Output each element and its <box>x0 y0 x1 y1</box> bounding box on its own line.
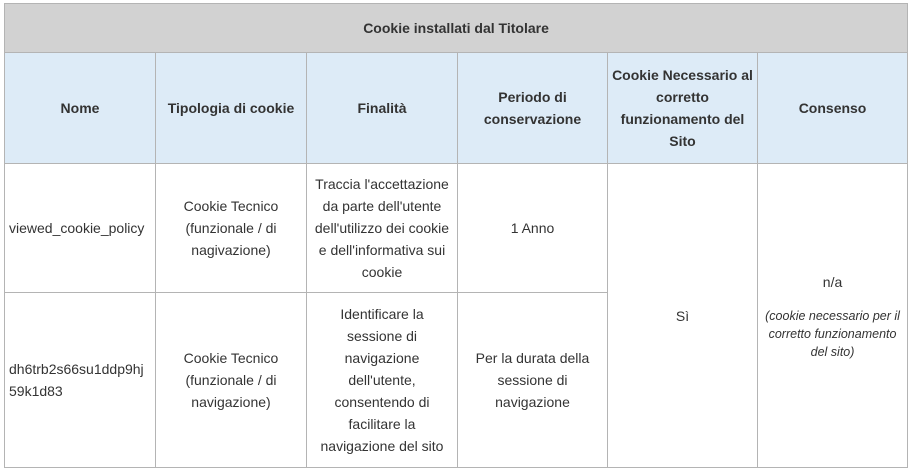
cell-nome: viewed_cookie_policy <box>5 164 156 293</box>
header-necessario: Cookie Necessario al corretto funzionamento del Sito <box>608 53 758 164</box>
header-consenso: Consenso <box>758 53 908 164</box>
cell-consenso <box>758 164 908 468</box>
cell-nome: dh6trb2s66su1ddp9hj59k1d83 <box>5 293 156 468</box>
header-finalita: Finalità <box>307 53 458 164</box>
cell-necessario: Sì <box>608 164 758 468</box>
header-periodo: Periodo di conservazione <box>458 53 608 164</box>
cell-tipologia: Cookie Tecnico (funzionale / di nagivazione) <box>156 164 307 293</box>
consenso-value: n/a <box>822 273 843 290</box>
cell-periodo: Per la durata della sessione di navigazione <box>458 293 608 468</box>
consenso-note: (cookie necessario per il corretto funzionamento del sito) <box>765 308 900 359</box>
cell-finalita: Identificare la sessione di navigazione dell'utente, consentendo di facilitare la navigazione del sito <box>307 293 458 468</box>
header-tipologia: Tipologia di cookie <box>156 53 307 164</box>
table-row <box>5 164 908 293</box>
cookie-table <box>4 3 908 468</box>
cell-periodo: 1 Anno <box>458 164 608 293</box>
header-nome: Nome <box>5 53 156 164</box>
header-row <box>5 53 908 164</box>
table-title: Cookie installati dal Titolare <box>5 4 908 53</box>
cell-tipologia: Cookie Tecnico (funzionale / di navigazione) <box>156 293 307 468</box>
cell-finalita: Traccia l'accettazione da parte dell'utente dell'utilizzo dei cookie e dell'informativa sui cookie <box>307 164 458 293</box>
